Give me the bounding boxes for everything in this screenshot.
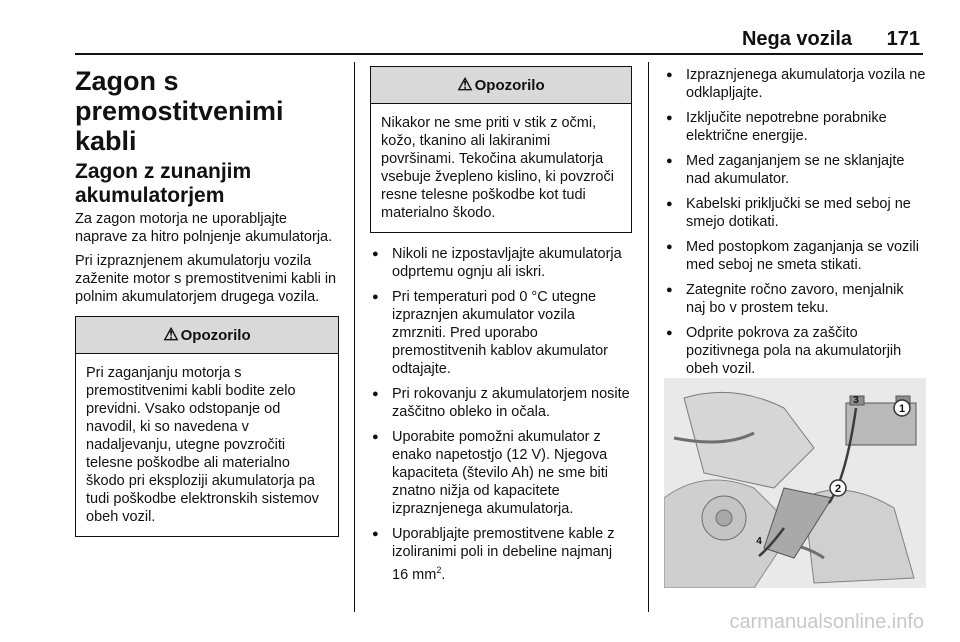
- header-rule: [75, 53, 923, 55]
- warning-box: [370, 66, 632, 233]
- list-item: ● Zategnite ročno zavoro, menjalnik naj bo v prostem teku.: [664, 281, 926, 317]
- list-item: ● Med postopkom zaganjanja se vozili med seboj ne smeta stikati.: [664, 238, 926, 274]
- list-item-end: .: [441, 566, 446, 583]
- watermark: carmanualsonline.info: [729, 611, 924, 633]
- warning-text: Pri zaganjanju motorja s premostitvenimi kabli bodite zelo previdni. Vsako odstopanje od navodil, ki so navedena v nadaljevanju, utegne povzročiti telesne poškodbe ali materialno škodo pri eksploziji akumulatorja pa tudi poškodbe elektronskih sistemov obeh vozil.: [86, 365, 319, 525]
- callout-label: 3: [853, 395, 859, 406]
- paragraph: Za zagon motorja ne uporabljajte naprave za hitro polnjenje akumulatorja.: [75, 211, 333, 245]
- superscript: 2: [436, 565, 442, 575]
- engine-bay-illustration: [664, 378, 926, 588]
- paragraph: Pri izpraznjenem akumulatorju vozila zaženite motor s premostitvenimi kabli in polnim akumulatorjem drugega vozila.: [75, 253, 337, 305]
- bullet-list: [664, 66, 926, 378]
- column-divider-right: [648, 62, 649, 612]
- section-heading: Zagon s premostitvenimi kabli: [75, 66, 284, 156]
- list-item: ● Uporabite pomožni akumulator z enako napetostjo (12 V). Njegova kapaciteta (število Ah) ne sme biti znatno nižja od kapacitete izpraznjenega akumulatorja.: [370, 428, 632, 518]
- warning-title: Opozorilo: [180, 326, 251, 344]
- list-item: ● Izpraznjenega akumulatorja vozila ne odklapljajte.: [664, 66, 926, 102]
- warning-text: Nikakor ne sme priti v stik z očmi, kožo, tkanino ali lakiranimi površinami. Tekočina akumulatorja vsebuje žvepleno kislino, ki povzroči resne telesne poškodbe kot tudi materialno škodo.: [381, 115, 614, 221]
- list-item: [370, 525, 632, 584]
- list-item: ● Pri rokovanju z akumulatorjem nosite zaščitno obleko in očala.: [370, 385, 632, 421]
- bullet-list: [370, 245, 632, 584]
- warning-triangle-icon: ⚠: [163, 325, 179, 344]
- warning-triangle-icon: ⚠: [457, 75, 473, 94]
- column-3: [664, 66, 926, 385]
- header-section-title: Nega vozila: [741, 28, 852, 50]
- list-item-text: Uporabljajte premostitvene kable z izoliranimi poli in debeline najmanj 16 mm: [392, 526, 615, 583]
- callout-label: 2: [834, 483, 842, 495]
- page-number: 171: [886, 28, 920, 50]
- callout-label: 1: [898, 403, 906, 415]
- callout-label: 4: [756, 536, 762, 547]
- warning-header: [76, 317, 338, 354]
- list-item: ● Izključite nepotrebne porabnike električne energije.: [664, 109, 926, 145]
- list-item: ● Pri temperaturi pod 0 °C utegne izpraznjen akumulator vozila zmrzniti. Pred uporabo premostitvenih kablov akumulator odtajajte.: [370, 288, 632, 378]
- subsection-heading: Zagon z zunanjim akumulatorjem: [75, 160, 252, 207]
- list-item: ● Nikoli ne izpostavljajte akumulatorja odprtemu ognju ali iskri.: [370, 245, 632, 281]
- list-item: ● Odprite pokrova za zaščito pozitivnega pola na akumulatorjih obeh vozil.: [664, 324, 926, 378]
- list-item: ● Med zaganjanjem se ne sklanjajte nad akumulator.: [664, 152, 926, 188]
- column-1: [75, 66, 339, 537]
- column-2: [370, 66, 632, 591]
- engine-bay-figure: [664, 378, 926, 588]
- warning-title: Opozorilo: [474, 76, 545, 94]
- warning-header: [371, 67, 631, 104]
- warning-box: [75, 316, 339, 537]
- list-item: ● Kabelski priključki se med seboj ne smejo dotikati.: [664, 195, 926, 231]
- column-divider-left: [354, 62, 355, 612]
